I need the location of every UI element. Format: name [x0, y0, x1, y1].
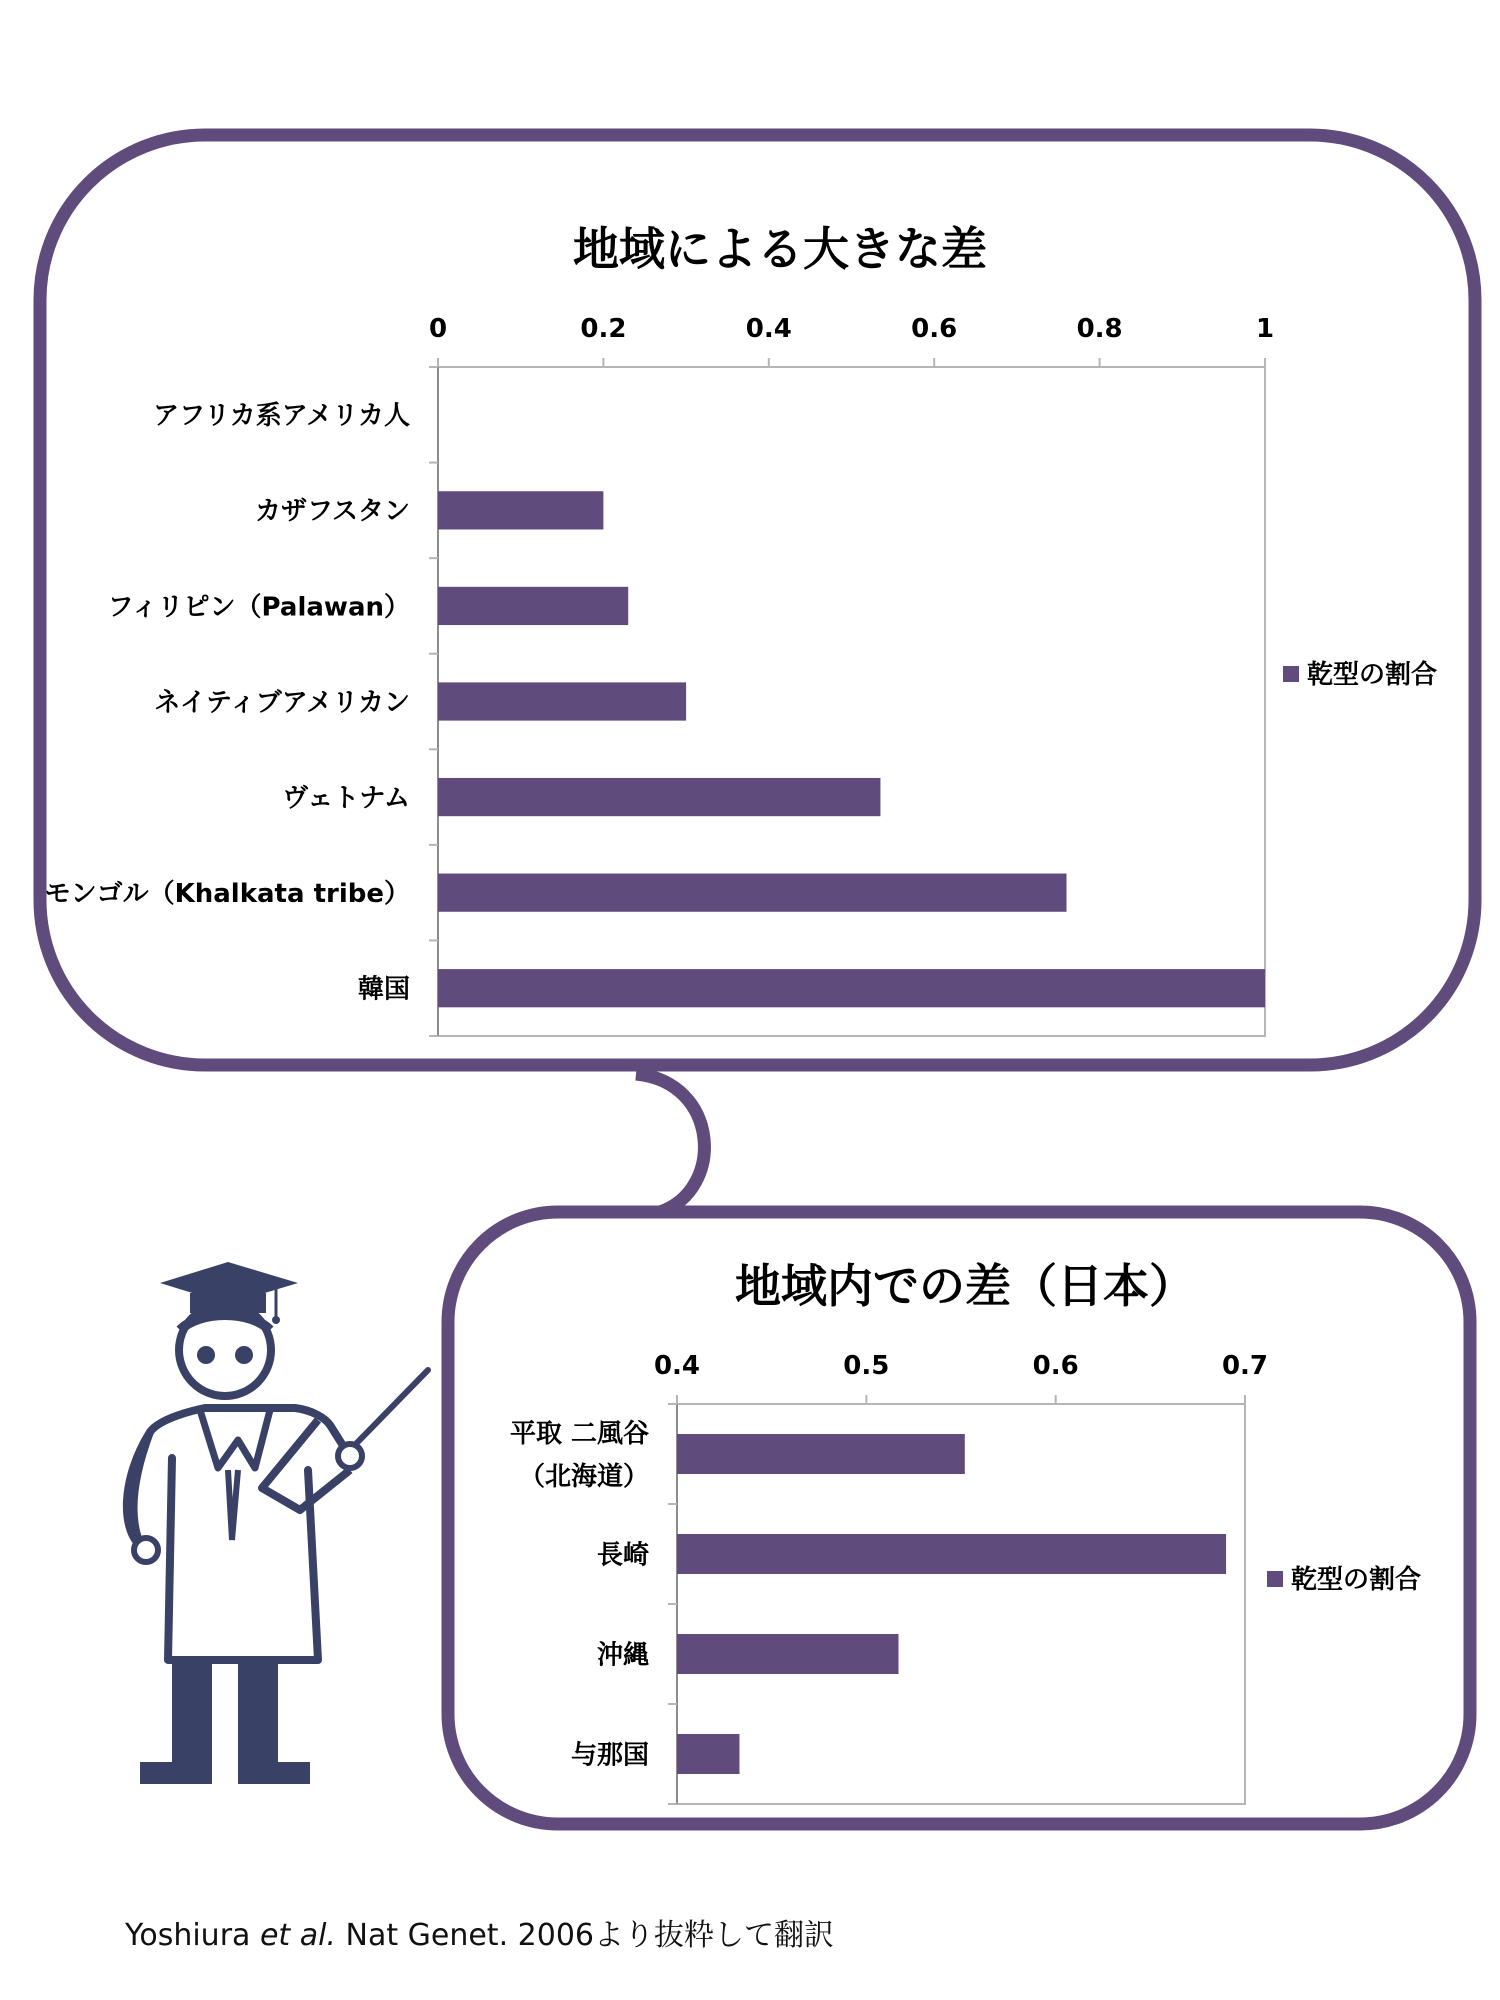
- citation: [125, 1910, 834, 1954]
- chart1-title: 地域による大きな差: [573, 222, 987, 276]
- bubble-connector: [636, 1074, 704, 1212]
- chart2-legend-swatch: [1267, 1571, 1283, 1587]
- chart2-tick-label: 0.4: [653, 1351, 701, 1381]
- chart1-category-label: フィリピン（Palawan）: [107, 592, 410, 623]
- chart2-tick-label: 0.5: [843, 1351, 890, 1381]
- citation-rest: Nat Genet. 2006より抜粋して翻訳: [335, 1918, 834, 1953]
- chart2-title: 地域内での差（日本）: [735, 1259, 1195, 1313]
- chart2-category-label: 平取 二風谷（北海道）: [509, 1418, 649, 1492]
- chart1-category-label: ネイティブアメリカン: [154, 687, 410, 718]
- chart2-tick-label: 0.7: [1221, 1351, 1269, 1381]
- chart1-bar: [438, 778, 880, 816]
- citation-authors: Yoshiura: [125, 1918, 251, 1953]
- chart2-tick-label: 0.6: [1032, 1351, 1079, 1381]
- chart1-category-label: モンゴル（Khalkata tribe）: [44, 879, 410, 910]
- chart2-category-label: 長崎: [596, 1540, 649, 1571]
- chart2-bar: [677, 1434, 965, 1474]
- chart1-legend-swatch: [1283, 666, 1299, 682]
- chart2-category-label: 沖縄: [596, 1640, 649, 1671]
- chart1-legend-label: 乾型の割合: [1307, 660, 1438, 690]
- chart1-tick-label: 1: [1255, 314, 1275, 344]
- chart2-bar: [677, 1534, 1226, 1574]
- chart1-tick-label: 0.2: [580, 314, 627, 344]
- chart1-category-label: アフリカ系アメリカ人: [153, 401, 410, 432]
- chart1-tick-label: 0.4: [745, 314, 792, 344]
- chart1-bar: [438, 874, 1067, 912]
- chart2-category-label: 与那国: [570, 1740, 649, 1771]
- chart1-bar: [438, 682, 686, 720]
- citation-etal: et al.: [259, 1918, 336, 1953]
- chart2-bar: [677, 1734, 739, 1774]
- chart2-bar: [677, 1634, 899, 1674]
- chart1-category-label: ヴェトナム: [282, 783, 410, 814]
- teacher-with-pointer-icon: [127, 1262, 428, 1784]
- chart1-bar: [438, 969, 1265, 1007]
- chart1-bar: [438, 587, 628, 625]
- chart1-tick-label: 0.8: [1076, 314, 1123, 344]
- chart1-bar: [438, 491, 603, 529]
- chart2-legend-label: 乾型の割合: [1291, 1565, 1422, 1595]
- chart1-category-label: カザフスタン: [255, 496, 410, 527]
- chart1-category-label: 韓国: [357, 974, 410, 1005]
- chart1-tick-label: 0: [428, 314, 448, 344]
- chart1-tick-label: 0.6: [911, 314, 958, 344]
